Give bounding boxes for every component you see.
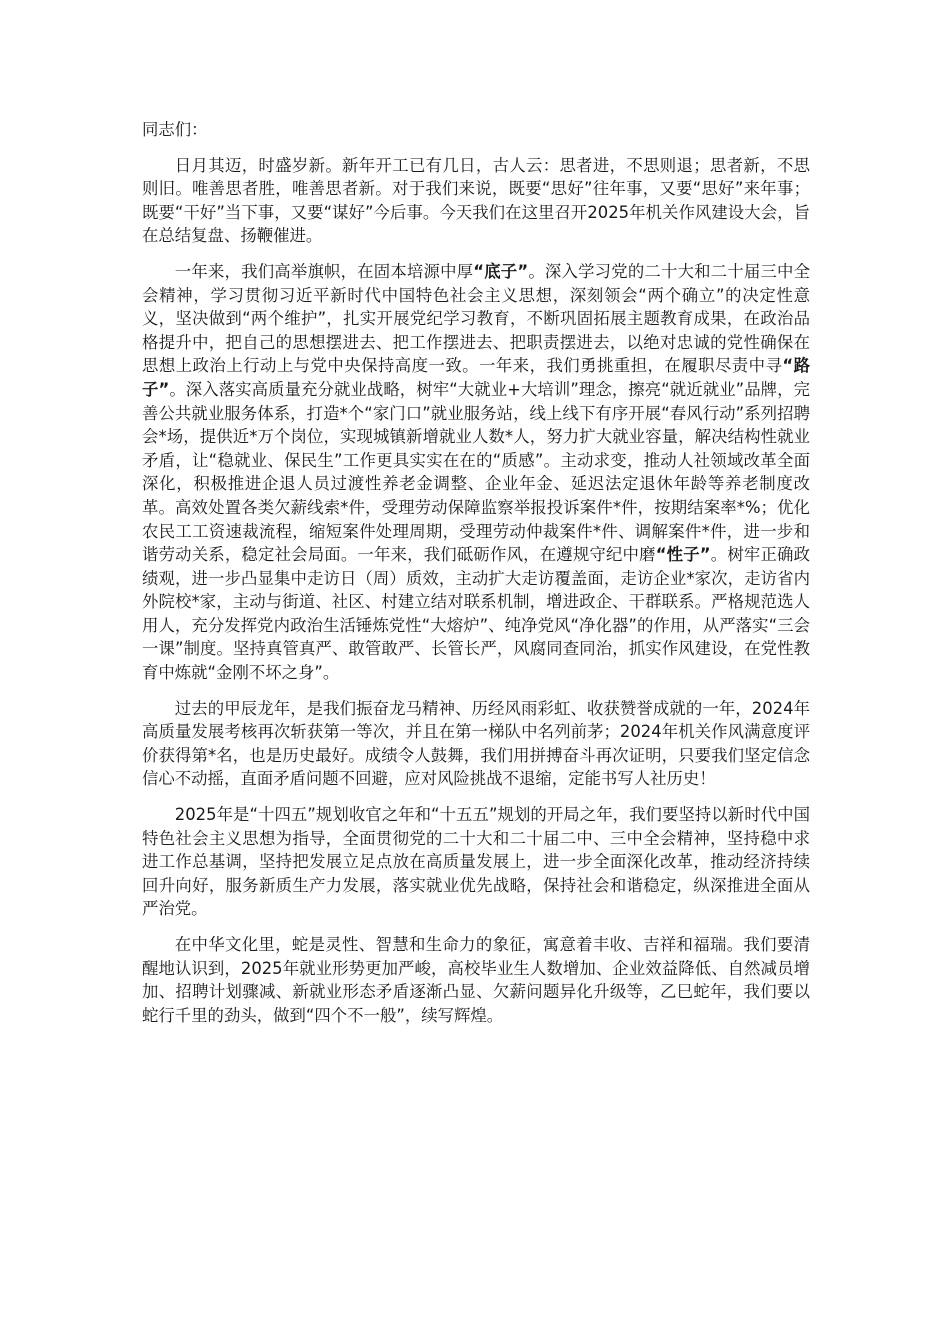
paragraph-text: 2025年是“十四五”规划收官之年和“十五五”规划的开局之年，我们要坚持以新时代中国特色社会主义思想为指导，全面贯彻党的二十大和二十届二中、三中全会精神，坚持稳中求进工作总基调，坚持把发展立足点放在高质量发展上，进一步全面深化改革，推动经济持续回升向好，服务新质生产力发展，落实就业优先战略，保持社会和谐稳定，纵深推进全面从严治党。 — [142, 805, 810, 919]
paragraph-text: 一年来，我们高举旗帜，在固本培源中厚 — [174, 261, 474, 281]
paragraph-text: 日月其迈，时盛岁新。新年开工已有几日，古人云：思者进，不思则退；思者新，不思则旧。唯善思者胜，唯善思者新。对于我们来说，既要“思好”往年事，又要“思好”来年事；既要“干好”当下事，又要“谋好”今后事。今天我们在这里召开2025年机关作风建设大会，旨在总结复盘、扬鞭催进。 — [142, 155, 810, 246]
paragraph-text: 在中华文化里，蛇是灵性、智慧和生命力的象征，寓意着丰收、吉祥和福瑞。我们要清醒地认识到，2025年就业形势更加严峻，高校毕业生人数增加、企业效益降低、自然减员增加、招聘计划骤减、新就业形态矛盾逐渐凸显、欠薪问题异化升级等，乙巳蛇年，我们要以蛇行千里的劲头，做到“四个不一般”，续写辉煌。 — [142, 935, 810, 1025]
document-page — [142, 118, 810, 1039]
keyword-luzi: “路子” — [142, 356, 810, 399]
paragraph-text: 。树牢正确政绩观，进一步凸显集中走访日（周）质效，主动扩大走访覆盖面，走访企业*家次，走访省内外院校*家，主动与街道、社区、村建立结对联系机制，增进政企、干群联系。严格规范选人用人，充分发挥党内政治生活锤炼党性“大熔炉”、纯净党风“净化器”的作用，从严落实“三会一课”制度。坚持真管真严、敢管敢严、长管长严，风腐同查同治，抓实作风建设，在党性教育中炼就“金刚不坏之身”。 — [142, 545, 811, 683]
paragraph-text: 。深入落实高质量充分就业战略，树牢“大就业+大培训”理念，擦亮“就近就业”品牌，完善公共就业服务体系，打造*个“家门口”就业服务站，线上线下有序开展“春风行动”系列招聘会*场，提供近*万个岗位，实现城镇新增就业人数*人，努力扩大就业容量，解决结构性就业矛盾，让“稳就业、保民生”工作更具实实在在的“质感”。主动求变，推动人社领域改革全面深化，积极推进企退人员过渡性养老金调整、企业年金、延迟法定退休年龄等养老制度改革。高效处置各类欠薪线索*件，受理劳动保障监察举报投诉案件*件，按期结案率*%；优化农民工工资速裁流程，缩短案件处理周期，受理劳动仲裁案件*件、调解案件*件，进一步和谐劳动关系，稳定社会局面。一年来，我们砥砺作风，在遵规守纪中磨 — [142, 379, 810, 565]
paragraph-2025-goals — [142, 803, 810, 921]
keyword-xingzi: “性子” — [655, 545, 711, 565]
paragraph-text: 。深入学习党的二十大和二十届三中全会精神，学习贯彻习近平新时代中国特色社会主义思想，深刻领会“两个确立”的决定性意义，坚决做到“两个维护”，扎实开展党纪学习教育，不断巩固拓展主题教育成果，在政治品格提升中，把自己的思想摆进去、把工作摆进去、把职责摆进去，以绝对忠诚的党性确保在思想上政治上行动上与党中央保持高度一致。一年来，我们勇挑重担，在履职尽责中寻 — [142, 261, 811, 376]
greeting: 同志们： — [142, 120, 208, 139]
paragraph-snake-year — [142, 933, 810, 1027]
paragraph-opening — [142, 154, 810, 248]
paragraph-text: 过去的甲辰龙年，是我们振奋龙马精神、历经风雨彩虹、收获赞誉成就的一年，2024年高质量发展考核再次斩获第一等次，并且在第一梯队中名列前茅；2024年机关作风满意度评价获得第*名，也是历史最好。成绩令人鼓舞，我们用拼搏奋斗再次证明，只要我们坚定信念信心不动摇，直面矛盾问题不回避，应对风险挑战不退缩，定能书写人社历史！ — [142, 698, 810, 789]
paragraph-achievements — [142, 260, 810, 685]
paragraph-review — [142, 697, 810, 791]
keyword-dizi: “底子” — [473, 261, 529, 281]
